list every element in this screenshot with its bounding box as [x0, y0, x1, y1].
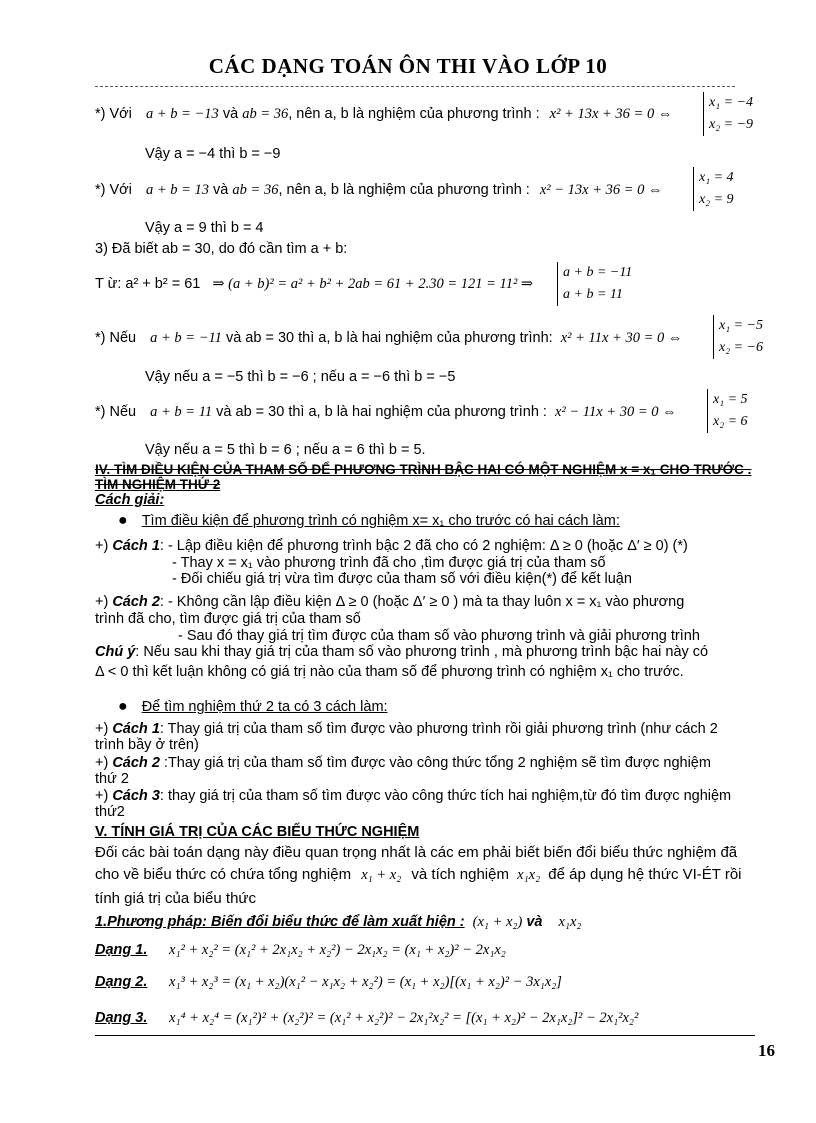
- line-6-case-1: a + b = −11: [563, 265, 633, 280]
- note-line-1: [95, 644, 708, 660]
- line-3-product: ab = 36: [232, 182, 279, 198]
- page-title: CÁC DẠNG TOÁN ÔN THI VÀO LỚP 10: [208, 54, 608, 78]
- section-4-heading: IV. TÌM ĐIỀU KIỆN CỦA THAM SỐ ĐỂ PHƯƠNG TRÌNH BẬC HAI CÓ MỘT NGHIỆM x = x₁ CHO TRƯỚC . TÌM NGHIỆM THỨ 2: [95, 462, 752, 492]
- note-line-2: Δ < 0 thì kết luận không có giá trị nào của tham số để phương trình có nghiệm x₁ cho trước.: [95, 664, 684, 680]
- line-9-equation: x² − 11x + 30 = 0 ⇔: [554, 404, 677, 420]
- line-1-equation: x² + 13x + 36 = 0 ⇔: [549, 106, 673, 122]
- bullet-1-text: Tìm điều kiện để phương trình có nghiệm x= x₁ cho trước có hai cách làm:: [141, 513, 620, 529]
- line-1-root-1: x₁ = −4: [709, 95, 753, 110]
- bullet-dot-icon: ●: [118, 512, 128, 529]
- method-2-line-3: - Sau đó thay giá trị tìm được của tham số vào phương trình và giải phương trình: [178, 628, 700, 644]
- line-2: Vậy a = −4 thì b = −9: [145, 146, 281, 162]
- line-9-rest: và ab = 30 thì a, b là hai nghiệm của phương trình :: [216, 404, 547, 420]
- solution-label: Cách giải:: [95, 492, 165, 508]
- line-8: Vậy nếu a = −5 thì b = −6 ; nếu a = −6 thì b = −5: [145, 369, 456, 385]
- bullet-2-text: Để tìm nghiệm thứ 2 ta có 3 cách làm:: [141, 699, 388, 715]
- method-heading-text: 1.Phương pháp: Biến đổi biểu thức để làm xuất hiện :: [95, 914, 465, 930]
- paragraph-2-text-b: và tích nghiệm: [411, 866, 509, 883]
- line-1-system: [703, 92, 753, 136]
- line-1-and: và: [222, 106, 239, 122]
- note-text-a: : Nếu sau khi thay giá trị của tham số vào phương trình , mà phương trình bậc hai này có: [135, 644, 709, 660]
- bullet-2: [118, 698, 388, 716]
- line-7-equation: x² + 11x + 30 = 0 ⇔: [560, 330, 683, 346]
- bullet-1: [118, 512, 620, 530]
- second-root-method-1-text: : Thay giá trị của tham số tìm được vào phương trình rồi giải phương trình (như cách 2: [159, 721, 718, 737]
- second-root-method-2-text: :Thay giá trị của tham số tìm được vào công thức tổng 2 nghiệm sẽ tìm được nghiệm: [159, 755, 711, 771]
- line-1-prefix: *) Với: [95, 106, 132, 122]
- section-5-paragraph-1: Đối các bài toán dạng này điều quan trọng nhất là các em phải biết biến đổi biểu thức nghiệm đã: [95, 844, 738, 861]
- line-7: [95, 330, 682, 347]
- line-3-equation: x² − 13x + 36 = 0 ⇔: [539, 182, 663, 198]
- section-5-heading: [95, 824, 419, 840]
- line-1-rest: , nên a, b là nghiệm của phương trình :: [288, 106, 540, 122]
- line-6-system: [557, 262, 632, 306]
- second-root-method-1-label: Cách 1: [112, 721, 160, 737]
- paragraph-2-text-c: để áp dụng hệ thức VI-ÉT rồi: [548, 866, 742, 883]
- line-1: [95, 106, 672, 123]
- line-5: 3) Đã biết ab = 30, do đó cần tìm a + b:: [95, 241, 348, 257]
- second-root-method-3-cont: thứ2: [95, 804, 125, 820]
- line-3-rest: , nên a, b là nghiệm của phương trình :: [278, 182, 530, 198]
- line-4: Vậy a = 9 thì b = 4: [145, 220, 264, 236]
- method-2-line-1: [95, 594, 684, 610]
- line-3: [95, 182, 663, 199]
- line-3-root-2: x₂ = 9: [699, 192, 734, 207]
- line-6-equation: ⇒ (a + b)² = a² + b² + 2ab = 61 + 2.30 = 121 = 11² ⇒: [212, 276, 534, 292]
- method-2-line-2: trình đã cho, tìm được giá trị của tham số: [95, 611, 361, 627]
- line-7-system: [713, 315, 763, 359]
- line-7-root-1: x₁ = −5: [719, 318, 763, 333]
- second-root-method-3-label: Cách 3: [112, 788, 160, 804]
- second-root-method-2-label: Cách 2: [112, 755, 160, 771]
- product-of-roots: x₁x₂: [517, 867, 541, 883]
- second-root-method-2-cont: thứ 2: [95, 771, 129, 787]
- second-root-method-3-text: : thay giá trị của tham số tìm được vào công thức tích hai nghiệm,từ đó tìm được nghiệm: [159, 788, 732, 804]
- line-6: [95, 276, 533, 293]
- method-heading-product: x₁x₂: [558, 914, 582, 930]
- line-3-prefix: *) Với: [95, 182, 132, 198]
- form-1-equation: x₁² + x₂² = (x₁² + 2x₁x₂ + x₂²) − 2x₁x₂ = (x₁ + x₂)² − 2x₁x₂: [169, 942, 506, 958]
- form-3-label: Dạng 3.: [95, 1010, 148, 1026]
- second-root-method-1: +) Cách 1: Thay giá trị của tham số tìm được vào phương trình rồi giải phương trình (như cách 2: [95, 721, 718, 737]
- line-9-system: [707, 389, 748, 433]
- form-2-label: Dạng 2.: [95, 974, 148, 990]
- line-3-condition: a + b = 13: [145, 182, 210, 198]
- line-7-root-2: x₂ = −6: [719, 340, 763, 355]
- line-6-case-2: a + b = 11: [563, 287, 623, 302]
- bullet-dot-icon: ●: [118, 698, 128, 715]
- method-2-prefix: +): [95, 594, 113, 610]
- method-1-line-2: - Thay x = x₁ vào phương trình đã cho ,tìm được giá trị của tham số: [172, 555, 606, 571]
- method-1-line-1: [95, 538, 688, 554]
- method-1-label: Cách 1: [112, 538, 160, 554]
- form-2-equation: x₁³ + x₂³ = (x₁ + x₂)(x₁² − x₁x₂ + x₂²) = (x₁ + x₂)[(x₁ + x₂)² − 3x₁x₂]: [169, 974, 562, 990]
- form-2: [95, 974, 562, 991]
- sum-of-roots: x₁ + x₂: [361, 867, 402, 883]
- line-9-root-1: x₁ = 5: [713, 392, 748, 407]
- method-1-line-3: - Đối chiếu giá trị vừa tìm được của tham số với điều kiện(*) để kết luận: [172, 571, 632, 587]
- method-1-prefix: +): [95, 538, 113, 554]
- line-1-product: ab = 36: [242, 106, 289, 122]
- line-7-prefix: *) Nếu: [95, 330, 137, 346]
- line-3-root-1: x₁ = 4: [699, 170, 734, 185]
- second-root-method-1-cont: trình bầy ở trên): [95, 737, 199, 753]
- header-divider: [95, 86, 735, 87]
- line-1-condition: a + b = −13: [145, 106, 219, 122]
- form-3: [95, 1010, 638, 1027]
- line-3-system: [693, 167, 734, 211]
- method-2-text-a: : - Không cần lập điều kiện Δ ≥ 0 (hoặc Δ′ ≥ 0 ) mà ta thay luôn x = x₁ vào phương: [159, 594, 685, 610]
- method-heading-sum: (x₁ + x₂): [472, 914, 523, 930]
- page-number: 16: [758, 1041, 775, 1060]
- line-1-root-2: x₂ = −9: [709, 117, 753, 132]
- line-7-rest: và ab = 30 thì a, b là hai nghiệm của phương trình:: [225, 330, 553, 346]
- line-9-root-2: x₂ = 6: [713, 414, 748, 429]
- paragraph-2-text-a: cho về biểu thức có chứa tổng nghiệm: [95, 866, 352, 883]
- method-heading-and: và: [526, 914, 543, 930]
- line-3-and: và: [213, 182, 229, 198]
- footer-divider: [95, 1035, 755, 1036]
- method-heading: [95, 914, 581, 931]
- method-2-label: Cách 2: [112, 594, 160, 610]
- second-root-method-2: +) Cách 2 :Thay giá trị của tham số tìm được vào công thức tổng 2 nghiệm sẽ tìm được nghiệm: [95, 755, 711, 771]
- form-1: [95, 942, 506, 959]
- note-label: Chú ý: [95, 644, 136, 660]
- line-9-prefix: *) Nếu: [95, 404, 137, 420]
- section-5-paragraph-3: tính giá trị của biểu thức: [95, 890, 256, 907]
- form-3-equation: x₁⁴ + x₂⁴ = (x₁²)² + (x₂²)² = (x₁² + x₂²)² − 2x₁²x₂² = [(x₁ + x₂)² − 2x₁x₂]² − 2x₁²x₂²: [169, 1010, 639, 1026]
- form-1-label: Dạng 1.: [95, 942, 148, 958]
- second-root-method-3: +) Cách 3: thay giá trị của tham số tìm được vào công thức tích hai nghiệm,từ đó tìm được nghiệm: [95, 788, 732, 804]
- section-5-paragraph-2: [95, 866, 742, 884]
- line-6-prefix: T ừ: a² + b² = 61: [95, 276, 201, 292]
- line-9: [95, 404, 677, 421]
- line-9-condition: a + b = 11: [150, 404, 213, 420]
- line-7-condition: a + b = −11: [150, 330, 222, 346]
- line-10: Vậy nếu a = 5 thì b = 6 ; nếu a = 6 thì b = 5.: [145, 442, 426, 458]
- method-1-text-a: : - Lập điều kiện để phương trình bậc 2 đã cho có 2 nghiệm: Δ ≥ 0 (hoặc Δ′ ≥ 0) (*): [159, 538, 688, 554]
- section-5-heading-text: V. TÍNH GIÁ TRỊ CỦA CÁC BIỂU THỨC NGHIỆM: [95, 824, 420, 840]
